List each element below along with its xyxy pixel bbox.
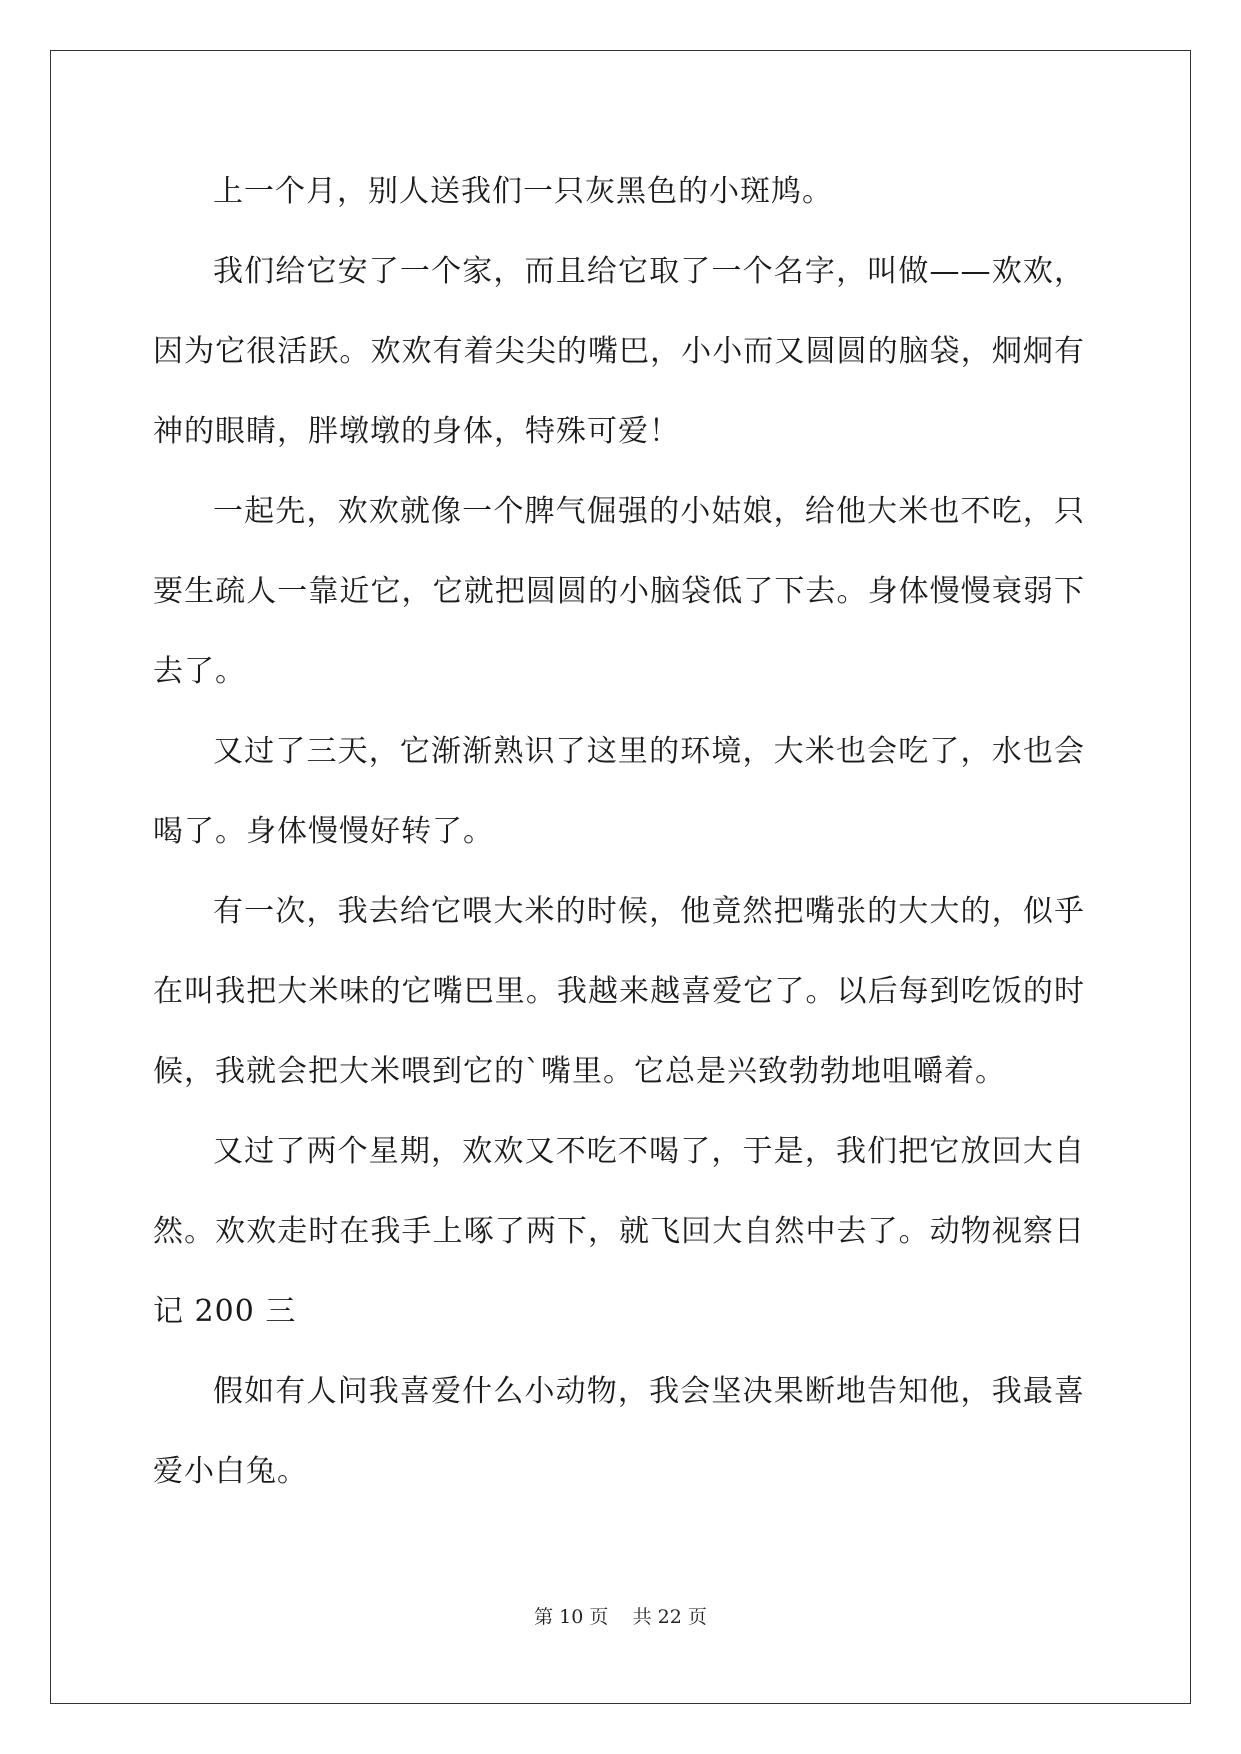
- paragraph: 上一个月，别人送我们一只灰黑色的小斑鸠。: [213, 174, 833, 209]
- paragraph: 有一次，我去给它喂大米的时候，他竟然把嘴张的大大的，似乎在叫我把大米味的它嘴巴里。我越来越喜爱它了。以后每到吃饭的时候，我就会把大米喂到它的`嘴里。它总是兴致勃勃地咀嚼着。: [153, 894, 1085, 1089]
- page-number: 第 10 页: [534, 1606, 609, 1628]
- paragraph: 又过了两个星期，欢欢又不吃不喝了，于是，我们把它放回大自然。欢欢走时在我手上啄了两下，就飞回大自然中去了。动物视察日记 200 三: [153, 1134, 1085, 1329]
- paragraph: 我们给它安了一个家，而且给它取了一个名字，叫做——欢欢，因为它很活跃。欢欢有着尖尖的嘴巴，小小而又圆圆的脑袋，炯炯有神的眼睛，胖墩墩的身体，特殊可爱！: [153, 254, 1085, 449]
- paragraph: 一起先，欢欢就像一个脾气倔强的小姑娘，给他大米也不吃，只要生疏人一靠近它，它就把圆圆的小脑袋低了下去。身体慢慢衰弱下去了。: [153, 494, 1085, 689]
- paragraph: 假如有人问我喜爱什么小动物，我会坚决果断地告知他，我最喜爱小白兔。: [153, 1374, 1085, 1489]
- paragraph: 又过了三天，它渐渐熟识了这里的环境，大米也会吃了，水也会喝了。身体慢慢好转了。: [153, 734, 1085, 849]
- page-total: 共 22 页: [632, 1606, 707, 1628]
- document-body: [153, 152, 1085, 1512]
- page-footer: [0, 1602, 1241, 1629]
